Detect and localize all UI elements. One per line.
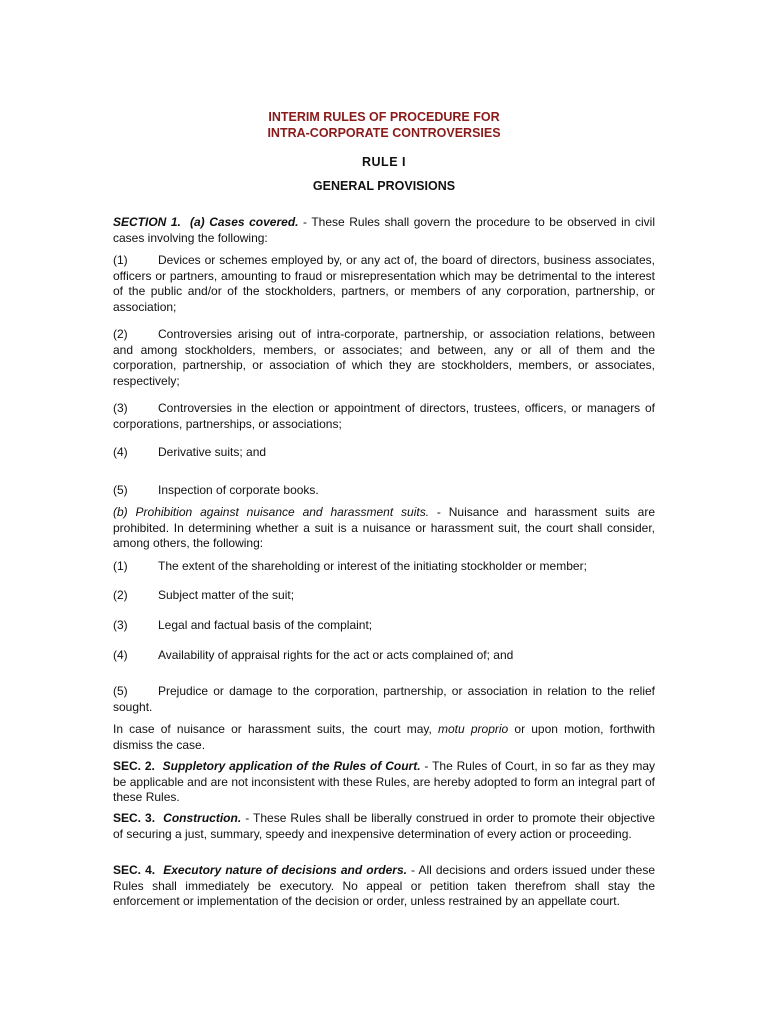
- case-text: Devices or schemes employed by, or any act of, the board of directors, business associates, officers or partners, amounting to fraud or misrepresentation which may be detrimental to the interest of the public and/or of the stockholders, partners, or members of any corporation, partnership, or association;: [113, 253, 655, 314]
- nuisance-text-before: In case of nuisance or harassment suits, the court may,: [113, 722, 439, 736]
- factor-num: (5): [113, 684, 128, 698]
- sec2-paragraph: [113, 759, 655, 806]
- prohibition-label: (b) Prohibition against nuisance and harassment suits.: [113, 505, 430, 519]
- case-text: Controversies arising out of intra-corporate, partnership, or association relations, between and among stockholders, members, or associates; and between, any or all of them and the corporation, partnership, or association of which they are stockholders, members, or associates, respectively;: [113, 327, 655, 388]
- case-num: (4): [113, 445, 128, 459]
- factor-text: Subject matter of the suit;: [158, 588, 295, 602]
- factor-item-2: [113, 588, 655, 604]
- case-text: Inspection of corporate books.: [158, 483, 319, 497]
- factor-item-1: [113, 559, 655, 575]
- section1-text: - These Rules shall govern the procedure to be observed in civil cases involving the following:: [113, 215, 655, 245]
- sec4-label: SEC. 4.: [113, 863, 156, 877]
- case-text: Derivative suits; and: [158, 445, 267, 459]
- case-num: (1): [113, 253, 128, 267]
- sec4-paragraph: [113, 863, 655, 910]
- sec4-title: Executory nature of decisions and orders.: [163, 863, 407, 877]
- factor-text: Prejudice or damage to the corporation, partnership, or association in relation to the relief sought.: [113, 684, 655, 714]
- rule-heading: RULE I: [362, 155, 406, 169]
- section1-label: SECTION 1.: [113, 215, 181, 229]
- sec2-label: SEC. 2.: [113, 759, 155, 773]
- case-item-1: [113, 253, 655, 315]
- document-title-line1: INTERIM RULES OF PROCEDURE FOR: [268, 110, 500, 124]
- factor-num: (2): [113, 588, 128, 602]
- sec3-title: Construction.: [163, 811, 242, 825]
- nuisance-text-italic: motu proprio: [438, 722, 509, 736]
- case-item-2: [113, 327, 655, 389]
- case-item-4: [113, 445, 655, 461]
- factor-text: Legal and factual basis of the complaint;: [158, 618, 373, 632]
- sec3-paragraph: [113, 811, 655, 842]
- factor-num: (3): [113, 618, 128, 632]
- nuisance-paragraph: [113, 722, 655, 753]
- factor-num: (1): [113, 559, 128, 573]
- section1-sublabel: (a) Cases covered.: [190, 215, 299, 229]
- case-text: Controversies in the election or appointment of directors, trustees, officers, or managers of corporations, partnerships, or associations;: [113, 401, 655, 431]
- document-title-line2: INTRA-CORPORATE CONTROVERSIES: [267, 126, 501, 140]
- factor-item-4: [113, 648, 655, 664]
- case-item-5: [113, 483, 655, 499]
- factor-text: Availability of appraisal rights for the act or acts complained of; and: [158, 648, 514, 662]
- case-item-3: [113, 401, 655, 432]
- factor-num: (4): [113, 648, 128, 662]
- sec2-text: - The Rules of Court, in so far as they may be applicable and are not inconsistent with these Rules, are hereby adopted to form an integral part of these Rules.: [113, 759, 655, 804]
- sec4-text: - All decisions and orders issued under these Rules shall immediately be executory. No appeal or petition taken therefrom shall stay the enforcement or implementation of the decision or order, unless restrained by an appellate court.: [113, 863, 655, 908]
- prohibition-paragraph: [113, 505, 655, 552]
- prohibition-text: - Nuisance and harassment suits are prohibited. In determining whether a suit is a nuisance or harassment suit, the court shall consider, among others, the following:: [113, 505, 655, 550]
- sec3-text: - These Rules shall be liberally construed in order to promote their objective of securing a just, summary, speedy and inexpensive determination of every action or proceeding.: [113, 811, 655, 841]
- factor-item-3: [113, 618, 655, 634]
- general-provisions-heading: GENERAL PROVISIONS: [312, 179, 456, 193]
- section1-paragraph: [113, 215, 655, 246]
- sec3-label: SEC. 3.: [113, 811, 156, 825]
- case-num: (2): [113, 327, 128, 341]
- sec2-title: Suppletory application of the Rules of Court.: [162, 759, 421, 773]
- case-num: (5): [113, 483, 128, 497]
- case-num: (3): [113, 401, 128, 415]
- factor-text: The extent of the shareholding or interest of the initiating stockholder or member;: [158, 559, 587, 573]
- factor-item-5: [113, 684, 655, 715]
- nuisance-text-after: or upon motion, forthwith dismiss the case.: [113, 722, 656, 752]
